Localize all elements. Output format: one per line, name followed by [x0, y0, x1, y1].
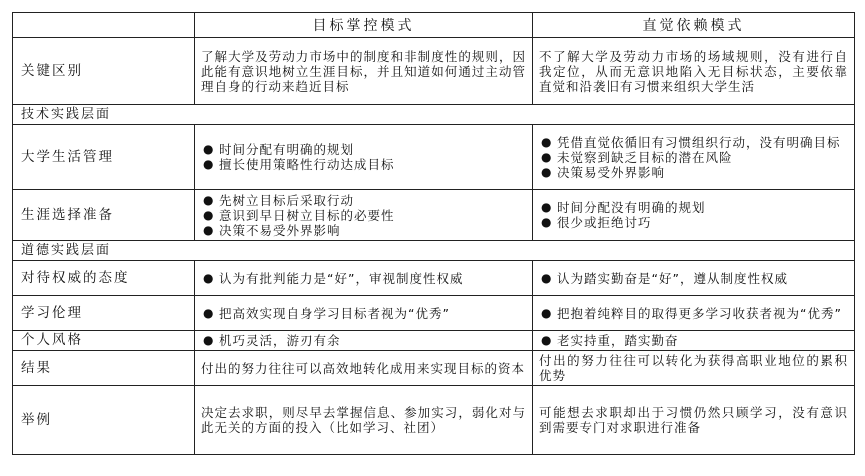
list-item-text: 擅长使用策略性行动达成目标 [219, 157, 395, 172]
row-example [13, 386, 855, 455]
bullet-icon: ● [203, 207, 215, 222]
bullet-icon: ● [541, 305, 553, 320]
row-label: 关键区别 [13, 38, 195, 105]
list-item-text: 时间分配有明确的规划 [219, 142, 355, 157]
bullet-list [201, 142, 526, 172]
bullet-icon: ● [203, 305, 215, 320]
section-row-technical [13, 105, 855, 125]
list-item [539, 271, 848, 286]
row-personal-style [13, 331, 855, 351]
bullet-icon: ● [541, 164, 553, 179]
list-item-text: 凭借直觉依循旧有习惯组织行动，没有明确目标 [557, 134, 841, 150]
row-label: 大学生活管理 [13, 125, 195, 190]
row-learning-ethics [13, 296, 855, 331]
list-item-text: 未觉察到缺乏目标的潜在风险 [557, 149, 733, 165]
bullet-icon: ● [203, 333, 215, 347]
list-item-text: 把高效实现自身学习目标者视为“优秀” [219, 305, 450, 321]
bullet-list [201, 271, 526, 286]
list-item-text: 先树立目标后采取行动 [219, 192, 355, 208]
list-item-text: 决策易受外界影响 [557, 164, 666, 180]
section-heading: 技术实践层面 [13, 105, 855, 125]
list-item-text: 把抱着纯粹目的取得更多学习收获者视为“优秀” [557, 305, 842, 321]
goal-control-cell [195, 190, 533, 241]
list-item [201, 193, 526, 208]
section-row-moral [13, 241, 855, 261]
header-empty-cell [13, 13, 195, 38]
goal-control-cell [195, 296, 533, 331]
header-intuition-reliance: 直觉依赖模式 [533, 13, 855, 38]
list-item [539, 165, 848, 180]
row-authority-attitude [13, 261, 855, 296]
intuition-cell [533, 261, 855, 296]
list-item [539, 333, 848, 348]
bullet-icon: ● [203, 157, 215, 171]
list-item [201, 306, 526, 321]
goal-control-cell: 决定去求职，则尽早去掌握信息、参加实习，弱化对与此无关的方面的投入（比如学习、社团） [195, 386, 533, 455]
row-label: 学习伦理 [13, 296, 195, 331]
list-item-text: 意识到早日树立目标的必要性 [219, 207, 395, 223]
bullet-list [539, 306, 848, 321]
row-career-preparation [13, 190, 855, 241]
row-label: 结果 [13, 351, 195, 386]
goal-control-cell [195, 261, 533, 296]
list-item [539, 306, 848, 321]
intuition-cell: 可能想去求职却出于习惯仍然只顾学习，没有意识到需要专门对求职进行准备 [533, 386, 855, 455]
intuition-cell [533, 331, 855, 351]
row-result [13, 351, 855, 386]
list-item-text: 决策不易受外界影响 [219, 222, 341, 238]
list-item-text: 老实持重，踏实勤奋 [557, 333, 679, 348]
bullet-list [539, 200, 848, 230]
list-item [201, 271, 526, 286]
list-item [539, 135, 848, 150]
bullet-list [539, 135, 848, 180]
intuition-cell: 不了解大学及劳动力市场的场域规则，没有进行自我定位，从而无意识地陷入无目标状态，主要依靠直觉和沿袭旧有习惯来组织大学生活 [533, 38, 855, 105]
list-item [539, 200, 848, 215]
list-item-text: 机巧灵活，游刃有余 [219, 333, 341, 348]
bullet-icon: ● [541, 333, 553, 347]
bullet-icon: ● [541, 270, 553, 285]
row-label: 举例 [13, 386, 195, 455]
comparison-table [12, 12, 855, 455]
bullet-icon: ● [203, 142, 215, 156]
comparison-table-container [12, 12, 854, 455]
bullet-icon: ● [203, 192, 215, 207]
bullet-list [539, 333, 848, 348]
bullet-list [201, 306, 526, 321]
goal-control-cell [195, 331, 533, 351]
intuition-cell: 付出的努力往往可以转化为获得高职业地位的累积优势 [533, 351, 855, 386]
header-row [13, 13, 855, 38]
bullet-list [201, 333, 526, 348]
bullet-list [539, 271, 848, 286]
bullet-icon: ● [541, 215, 553, 229]
goal-control-cell: 了解大学及劳动力市场中的制度和非制度性的规则，因此能有意识地树立生涯目标，并且知道如何通过主动管理自身的行动来趋近目标 [195, 38, 533, 105]
intuition-cell [533, 125, 855, 190]
list-item [201, 223, 526, 238]
list-item-text: 时间分配没有明确的规划 [557, 200, 706, 215]
bullet-icon: ● [541, 200, 553, 214]
list-item [201, 333, 526, 348]
list-item-text: 认为有批判能力是“好”，审视制度性权威 [219, 270, 464, 286]
row-college-life [13, 125, 855, 190]
bullet-list [201, 193, 526, 238]
intuition-cell [533, 296, 855, 331]
row-label: 个人风格 [13, 331, 195, 351]
goal-control-cell [195, 125, 533, 190]
list-item-text: 很少或拒绝讨巧 [557, 215, 652, 230]
intuition-cell [533, 190, 855, 241]
row-key-difference [13, 38, 855, 105]
list-item-text: 认为踏实勤奋是“好”，遵从制度性权威 [557, 270, 788, 286]
list-item [201, 142, 526, 157]
row-label: 生涯选择准备 [13, 190, 195, 241]
bullet-icon: ● [203, 270, 215, 285]
row-label: 对待权威的态度 [13, 261, 195, 296]
bullet-icon: ● [203, 222, 215, 237]
list-item [539, 215, 848, 230]
bullet-icon: ● [541, 149, 553, 164]
list-item [201, 208, 526, 223]
bullet-icon: ● [541, 134, 553, 149]
section-heading: 道德实践层面 [13, 241, 855, 261]
list-item [539, 150, 848, 165]
header-goal-control: 目标掌控模式 [195, 13, 533, 38]
goal-control-cell: 付出的努力往往可以高效地转化成用来实现目标的资本 [195, 351, 533, 386]
list-item [201, 157, 526, 172]
